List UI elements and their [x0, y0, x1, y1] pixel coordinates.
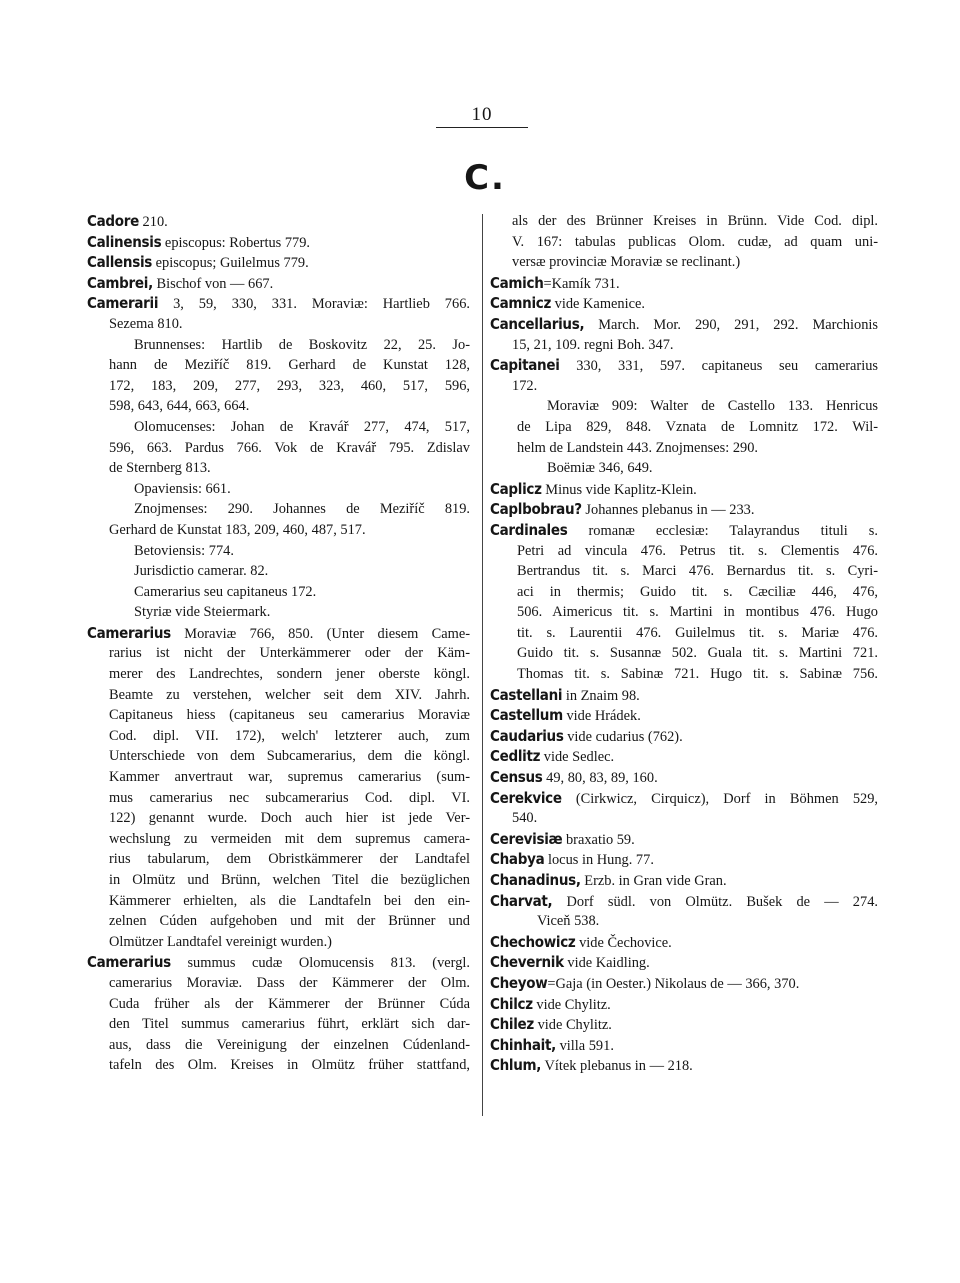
index-entry-line — [490, 355, 878, 376]
text-line — [490, 643, 878, 664]
index-headword: Cedlitz — [490, 747, 541, 766]
entry-text: vide Chylitz. — [532, 996, 611, 1013]
index-entry-line — [490, 685, 878, 706]
entry-text: de Lipa 829, 848. Vznata de Lomnitz 172. Wil- — [517, 418, 878, 435]
index-entry-line — [490, 1055, 878, 1076]
index-entry-line — [490, 314, 878, 335]
entry-text: camerarius Moraviæ. Dass der Kämmerer der Olm. — [109, 974, 470, 991]
index-entry-line — [490, 788, 878, 809]
entry-text: in Olmütz und Brünn, welchen Titel die bezüglichen — [109, 872, 470, 888]
text-line — [490, 252, 878, 273]
text-line — [87, 561, 470, 582]
entry-text: Sezema 810. — [109, 315, 183, 332]
entry-text: 506. Aimericus tit. s. Martini in montibus 476. Hugo — [517, 604, 878, 621]
index-headword: Cardinales — [490, 520, 568, 539]
index-headword: Cerekvice — [490, 788, 562, 807]
index-headword: Caplbobrau? — [490, 500, 582, 519]
entry-text: in Znaim 98. — [562, 687, 640, 704]
entry-text: 330, 331, 597. capitaneus seu camerarius — [559, 358, 878, 375]
entry-text: 172, 183, 209, 277, 293, 323, 460, 517, 596, — [109, 377, 470, 394]
entry-text: zelnen Cúden aufgehoben und mit der Brünner und — [109, 913, 470, 930]
entry-text: Dorf südl. von Olmütz. Bušek de — 274. — [552, 893, 878, 910]
text-line — [490, 417, 878, 438]
text-line — [87, 376, 470, 397]
index-headword: Calinensis — [87, 232, 162, 251]
entry-text: Camerarius seu capitaneus 172. — [134, 583, 317, 600]
text-line — [490, 911, 878, 932]
entry-text: Betoviensis: 774. — [134, 542, 234, 559]
entry-text: vide Hrádek. — [562, 708, 641, 725]
text-line — [87, 685, 470, 706]
entry-text: 598, 643, 644, 663, 664. — [109, 398, 250, 415]
index-entry-line — [490, 952, 878, 973]
text-line — [87, 788, 470, 809]
index-headword: Camerarius — [87, 953, 171, 972]
index-entry-line — [490, 499, 878, 520]
index-entry-line — [87, 252, 470, 273]
entry-text: 49, 80, 83, 89, 160. — [542, 770, 658, 787]
index-entry-line — [490, 726, 878, 747]
text-line — [87, 664, 470, 685]
index-entry-line — [490, 829, 878, 850]
index-headword: Chanadinus, — [490, 871, 581, 889]
index-headword: Castellani — [490, 685, 563, 704]
entry-text: vide Kamenice. — [551, 296, 645, 313]
entry-text: 15, 21, 109. regni Boh. 347. — [512, 336, 674, 353]
entry-text: Styriæ vide Steiermark. — [134, 604, 271, 621]
page-number-rule — [436, 127, 528, 128]
index-headword: Camerarius — [87, 623, 171, 642]
text-line — [490, 335, 878, 356]
entry-text: (Cirkwicz, Cirquicz), Dorf in Böhmen 529, — [561, 790, 878, 807]
index-headword: Chilez — [490, 1015, 534, 1034]
index-headword: Chilcz — [490, 994, 533, 1013]
entry-text: vide Sedlec. — [540, 749, 615, 766]
entry-text: episcopus: Robertus 779. — [161, 234, 311, 251]
entry-text: Unterschiede von dem Subcamerarius, dem die köngl. — [109, 748, 470, 765]
entry-text: Gerhard de Kunstat 183, 209, 460, 487, 517. — [109, 521, 366, 538]
entry-text: Kämmerer erhielten, als die Landtafeln bei den ein- — [109, 892, 470, 909]
text-line — [87, 458, 470, 479]
text-line — [87, 602, 470, 623]
text-line — [87, 726, 470, 747]
entry-text: summus cudæ Olomucensis 813. (vergl. — [170, 955, 470, 972]
index-entry-line — [490, 273, 878, 294]
index-headword: Cambrei, — [87, 273, 153, 292]
text-line — [87, 849, 470, 870]
entry-text: 596, 663. Pardus 766. Vok de Kravář 795. Zdislav — [109, 439, 470, 456]
entry-text: March. Mor. 290, 291, 292. Marchionis — [584, 316, 878, 333]
index-headword: Census — [490, 768, 543, 787]
text-line — [87, 438, 470, 459]
entry-text: aci in thermis; Guido tit. s. Cæciliæ 446, 476, — [517, 583, 878, 600]
entry-text: versæ provinciæ Moraviæ se reclinant.) — [512, 254, 741, 271]
column-divider — [482, 214, 483, 1116]
text-line — [490, 438, 878, 459]
entry-text: helm de Landstein 443. Znojmenses: 290. — [517, 439, 759, 456]
text-line — [87, 994, 470, 1015]
text-line — [87, 1035, 470, 1056]
entry-text: tafeln des Olm. Kreises in Olmütz früher stattfand, — [109, 1057, 470, 1074]
entry-text: V. 167: tabulas publicas Olom. cudæ, ad quam uni- — [512, 233, 878, 250]
entry-text: Erzb. in Gran vide Gran. — [580, 873, 727, 889]
entry-text: Olomucenses: Johan de Kravář 277, 474, 517, — [134, 418, 470, 435]
entry-text: hann de Meziříč 819. Gerhard de Kunstat 128, — [109, 357, 470, 374]
index-headword: Chechowicz — [490, 932, 576, 951]
index-headword: Chabya — [490, 850, 545, 869]
index-entry-line — [490, 994, 878, 1015]
index-entry-line — [490, 705, 878, 726]
entry-text: braxatio 59. — [562, 831, 635, 848]
text-line — [87, 643, 470, 664]
entry-text: Cod. dipl. VII. 172), welch' letzterer auch, zum — [109, 727, 470, 744]
text-line — [490, 623, 878, 644]
entry-text: Znojmenses: 290. Johannes de Meziříč 819. — [134, 501, 470, 518]
entry-text: vide cudarius (762). — [563, 728, 683, 745]
entry-text: mus camerarius nec subcamerarius Cod. dipl. VI. — [109, 789, 470, 806]
entry-text: Olmützer Landtafel vereinigt wurden.) — [109, 933, 332, 950]
entry-text: =Kamík 731. — [543, 275, 620, 292]
entry-text: =Gaja (in Oester.) Nikolaus de — 366, 370. — [547, 975, 800, 992]
index-entry-line — [490, 767, 878, 788]
text-line — [490, 808, 878, 829]
index-entry-line — [490, 1035, 878, 1056]
entry-text: Moraviæ 909: Walter de Castello 133. Henricus — [547, 398, 878, 415]
entry-text: merer des Landrechtes, sondern jener oberste köngl. — [109, 666, 470, 683]
index-headword: Cadore — [87, 212, 139, 230]
text-line — [87, 520, 470, 541]
index-entry-line — [490, 479, 878, 500]
text-line — [87, 355, 470, 376]
entry-text: vide Čechovice. — [575, 934, 672, 951]
index-headword: Capitanei — [490, 356, 560, 375]
index-headword: Cheyow — [490, 973, 548, 992]
entry-text: Brunnenses: Hartlib de Boskovitz 22, 25. Jo- — [134, 336, 470, 353]
text-line — [87, 808, 470, 829]
entry-text: wechslung zu vermeiden mit dem supremus camera- — [109, 830, 470, 847]
entry-text: vide Kaidling. — [563, 955, 650, 972]
index-entry-line — [87, 232, 470, 253]
text-line — [87, 541, 470, 562]
index-headword: Camnicz — [490, 294, 552, 313]
entry-text: rius tabularum, dem Obristkämmerer der Landtafel — [109, 851, 470, 868]
text-line — [490, 541, 878, 562]
entry-text: locus in Hung. 77. — [544, 852, 654, 869]
entry-text: Opaviensis: 661. — [134, 480, 231, 497]
text-line — [87, 911, 470, 932]
left-column — [87, 211, 470, 1076]
index-headword: Chevernik — [490, 953, 564, 972]
text-line — [87, 829, 470, 850]
index-entry-line — [87, 952, 470, 973]
text-line — [87, 1055, 470, 1076]
index-headword: Chinhait, — [490, 1035, 556, 1054]
entry-text: Guido tit. s. Susannæ 502. Guala tit. s. Martini 721. — [517, 645, 878, 662]
index-entry-line — [490, 520, 878, 541]
entry-text: aus, dass die Vereinigung der einzelnen Cúdenland- — [109, 1036, 470, 1053]
entry-text: Cuda früher als der Kämmerer der Brünner Cúda — [109, 995, 470, 1012]
entry-text: Bertrandus tit. s. Marci 476. Bernardus tit. s. Cyri- — [517, 563, 878, 580]
index-headword: Castellum — [490, 706, 563, 725]
text-line — [490, 664, 878, 685]
entry-text: Petri ad vincula 476. Petrus tit. s. Clementis 476. — [517, 542, 878, 559]
index-entry-line — [490, 870, 878, 891]
text-line — [490, 232, 878, 253]
entry-text: romanæ ecclesiæ: Talayrandus tituli s. — [567, 522, 878, 539]
text-line — [490, 376, 878, 397]
index-entry-line — [490, 293, 878, 314]
index-entry-line — [490, 746, 878, 767]
entry-text: tit. s. Laurentii 476. Guilelmus tit. s. Mariæ 476. — [517, 624, 878, 641]
entry-text: episcopus; Guilelmus 779. — [152, 255, 309, 272]
entry-text: rarius ist nicht der Unterkämmerer oder der Käm- — [109, 645, 470, 662]
text-line — [490, 458, 878, 479]
entry-text: de Sternberg 813. — [109, 460, 211, 477]
index-headword: Cerevisiæ — [490, 829, 563, 848]
text-line — [87, 973, 470, 994]
index-entry-line — [490, 932, 878, 953]
text-line — [87, 1014, 470, 1035]
entry-text: Viceň 538. — [537, 913, 600, 930]
entry-text: Jurisdictio camerar. 82. — [134, 563, 269, 580]
entry-text: 122) genannt wurde. Doch auch hier ist jede Ver- — [109, 810, 470, 827]
text-line — [87, 335, 470, 356]
text-line — [87, 891, 470, 912]
text-line — [490, 211, 878, 232]
text-line — [87, 479, 470, 500]
index-headword: Camich — [490, 273, 544, 292]
entry-text: vide Chylitz. — [533, 1017, 612, 1034]
text-line — [87, 746, 470, 767]
index-headword: Callensis — [87, 253, 153, 272]
entry-text: Thomas tit. s. Sabinæ 721. Hugo tit. s. Sabinæ 756. — [517, 666, 878, 683]
entry-text: Beamte zu verstehen, welcher seit dem XIV. Jahrh. — [109, 686, 470, 703]
text-line — [87, 396, 470, 417]
text-line — [87, 582, 470, 603]
index-entry-line — [490, 1014, 878, 1035]
entry-text: Boëmiæ 346, 649. — [547, 460, 653, 477]
text-line — [87, 314, 470, 335]
index-headword: Caudarius — [490, 726, 564, 745]
entry-text: Vítek plebanus in — 218. — [541, 1058, 693, 1075]
text-line — [87, 417, 470, 438]
entry-text: 172. — [512, 377, 538, 394]
index-entry-line — [490, 849, 878, 870]
section-letter: C. — [464, 158, 506, 198]
entry-text: Minus vide Kaplitz-Klein. — [541, 481, 697, 498]
entry-text: Moraviæ 766, 850. (Unter diesem Came- — [170, 625, 470, 642]
text-line — [490, 582, 878, 603]
entry-text: als der des Brünner Kreises in Brünn. Vide Cod. dipl. — [512, 213, 878, 229]
entry-text: 3, 59, 330, 331. Moraviæ: Hartlieb 766. — [158, 296, 470, 313]
page-number: 10 — [471, 104, 493, 125]
entry-text: Bischof von — 667. — [152, 275, 274, 292]
entry-text: villa 591. — [555, 1037, 614, 1054]
index-headword: Charvat, — [490, 891, 553, 910]
entry-text: 540. — [512, 810, 538, 827]
right-column — [490, 211, 878, 1076]
entry-text: Johannes plebanus in — 233. — [581, 502, 755, 519]
text-line — [490, 602, 878, 623]
index-entry-line — [490, 891, 878, 912]
index-entry-line — [490, 973, 878, 994]
entry-text: Kammer anvertraut war, supremus camerarius (sum- — [109, 769, 470, 786]
text-line — [87, 499, 470, 520]
text-line — [87, 767, 470, 788]
text-line — [87, 932, 470, 953]
entry-text: den Titel summus camerarius führt, erklärt sich dar- — [109, 1016, 470, 1033]
entry-text: Capitaneus hiess (capitaneus seu camerarius Moraviæ — [109, 707, 470, 724]
index-entry-line — [87, 293, 470, 314]
index-entry-line — [87, 211, 470, 232]
entry-text: 210. — [138, 214, 168, 230]
index-headword: Caplicz — [490, 479, 542, 498]
index-entry-line — [87, 623, 470, 644]
text-line — [87, 870, 470, 891]
index-headword: Cancellarius, — [490, 314, 585, 333]
text-line — [490, 396, 878, 417]
text-line — [490, 561, 878, 582]
index-entry-line — [87, 273, 470, 294]
index-headword: Chlum, — [490, 1056, 542, 1075]
text-line — [87, 705, 470, 726]
index-headword: Camerarii — [87, 294, 159, 313]
